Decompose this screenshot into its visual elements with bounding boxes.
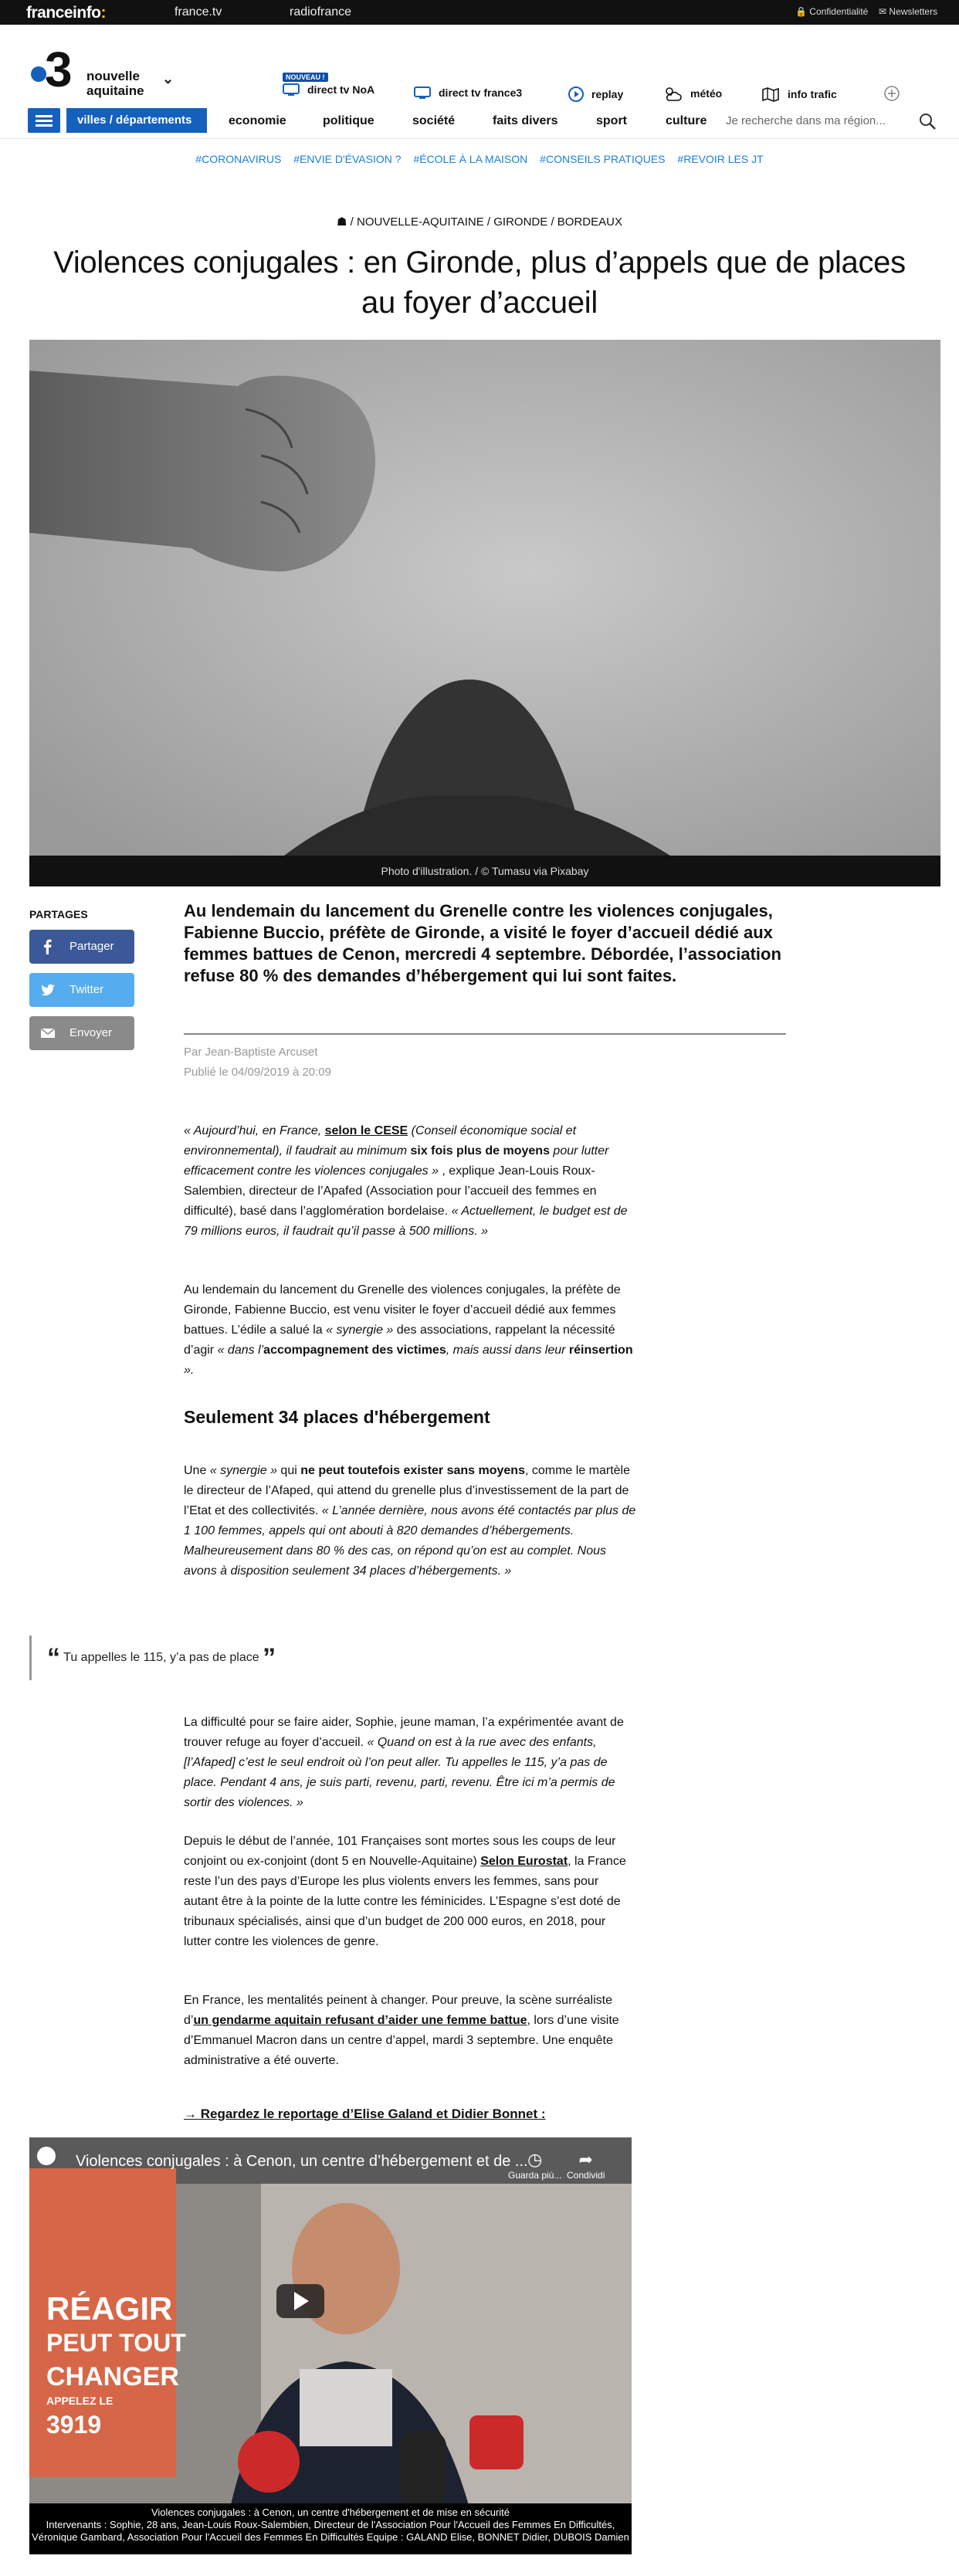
article-lead: Au lendemain du lancement du Grenelle contre les violences conjugales, Fabienne Buccio, préfète de Gironde, a visité le foyer d’accueil dédié aux femmes battues de Cenon, mercredi 4 septembre. Débordée, l’association refuse 80 % des demandes d’hébergement qui lui sont faites. — [184, 901, 781, 985]
p2-bold-2: réinsertion — [568, 1344, 633, 1357]
newsletters-label: Newsletters — [889, 6, 938, 17]
breadcrumb — [0, 215, 959, 229]
p2-italic-1: « synergie » — [326, 1324, 394, 1337]
p3-italic-2: « L’année dernière, nous avons été contactés par plus de 1 100 femmes, appels qui ont abouti à 820 demandes d’hébergements. Malheureusement dans 80 % des cas, on répond qu’on est au complet. Nous avons à disposition seulement 34 places d’hébergements. » — [184, 1504, 636, 1578]
hero-photo — [29, 340, 940, 856]
watch-later-label: Guarda più... — [508, 2170, 562, 2181]
menu-societe[interactable]: société — [412, 114, 456, 127]
tag-conseils-pratiques[interactable]: #CONSEILS PRATIQUES — [540, 153, 666, 165]
video-caption-line2: Intervenants : Sophie, 28 ans, Jean-Louis Roux-Salembien, Directeur de l'Association Pour l'Accueil des Femmes En Difficultés, Véronique Gambard, Association Pour l'Accueil des Femmes En Difficultés Equipe : GALAND Elise, BONNET Didier, DUBOIS Damien — [32, 2519, 629, 2543]
search-input[interactable]: Je recherche dans ma région... — [726, 114, 886, 127]
nav-info-trafic[interactable] — [761, 86, 837, 102]
nav-direct-france3[interactable] — [414, 86, 522, 99]
radiofrance-link[interactable]: radiofrance — [290, 5, 352, 19]
franceinfo-logo[interactable] — [26, 4, 106, 22]
photo-caption: Photo d'illustration. / © Tumasu via Pixabay — [29, 856, 940, 886]
tag-envie-evasion[interactable]: #ENVIE D'ÉVASION ? — [293, 153, 402, 165]
watch-later-button[interactable] — [508, 2150, 561, 2181]
p5-text-a: Depuis le début de l’année, 101 Françaises sont mortes sous les coups de leur conjoint ou ex-conjoint (dont 5 en Nouvelle-Aquitaine) — [184, 1835, 616, 1868]
breadcrumb-separator: / — [547, 215, 557, 229]
mail-icon: ✉ — [879, 6, 887, 17]
site-header — [0, 25, 959, 102]
close-quote-icon: ” — [263, 1643, 276, 1673]
share-arrow-icon: ➦ — [578, 2150, 593, 2169]
p1-quote-start: « Aujourd’hui, en France, — [184, 1124, 325, 1137]
p1-quote-2: « Actuellement, le budget est de 79 millions euros, il faudrait qu’il passe à 500 millions. » — [184, 1205, 628, 1238]
paragraph-5 — [184, 1832, 636, 1952]
p1-text: , explique Jean-Louis Roux-Salembien, directeur de l’Apafed (Association pour l’accueil des femmes en difficulté), basé dans l’agglomération bordelaise. — [184, 1164, 597, 1218]
nav-meteo-label: météo — [690, 87, 723, 100]
map-icon — [761, 86, 780, 102]
nav-direct-noa[interactable] — [283, 83, 374, 96]
p3-text-c: , comme le martèle le directeur de l’Afaped, qui attend du grenelle plus d’investissement de la part de l’Etat et des collectivités. — [184, 1464, 631, 1517]
home-icon[interactable]: ☗ — [337, 215, 347, 229]
cese-link[interactable]: selon le CESE — [324, 1124, 408, 1137]
hashtag-bar — [0, 153, 959, 165]
breadcrumb-item[interactable]: GIRONDE — [493, 215, 548, 229]
p5-text-b: , la France reste l’un des pays d’Europe les plus violents envers les femmes, sans pour autant être à la pointe de la lutte contre les féminicides. L’Espagne s’est doté de tribunaux spécialisés, ainsi que d’un budget de 200 000 euros, en 2018, pour lutter contre les violences de genre. — [184, 1855, 626, 1948]
section-heading: Seulement 34 places d'hébergement — [184, 1407, 490, 1427]
open-quote-icon: “ — [47, 1643, 60, 1673]
p3-text-b: qui — [276, 1464, 301, 1477]
twitter-share-label: Twitter — [69, 983, 104, 996]
share-heading: PARTAGES — [29, 908, 88, 920]
poster-line: CHANGER — [46, 2362, 179, 2391]
breadcrumb-separator: / — [483, 215, 494, 229]
publish-date: Publié le 04/09/2019 à 20:09 — [184, 1066, 331, 1079]
menu-faits-divers[interactable]: faits divers — [493, 114, 558, 127]
poster-line: APPELEZ LE — [46, 2395, 114, 2407]
poster-line: PEUT TOUT — [46, 2329, 186, 2357]
nav-direct-noa-label: direct tv NoA — [307, 83, 375, 96]
paragraph-6 — [184, 1991, 636, 2071]
video-caption — [29, 2503, 632, 2554]
plus-circle-icon[interactable] — [883, 85, 900, 102]
poster-text — [46, 2292, 186, 2442]
weather-icon — [662, 85, 683, 102]
article-title: Violences conjugales : en Gironde, plus d’appels que de places au foyer d’accueil — [53, 246, 906, 320]
paragraph-3 — [184, 1461, 636, 1581]
tag-revoir-jt[interactable]: #REVOIR LES JT — [677, 153, 764, 165]
p6-text-a: En France, les mentalités peinent à changer. Pour preuve, la scène surréaliste d’ — [184, 1994, 612, 2027]
p1-bold: six fois plus de moyens — [410, 1144, 550, 1158]
p1-quote-end: pour lutter efficacement contre les violences conjugales » — [184, 1144, 609, 1178]
facebook-icon — [40, 939, 56, 954]
brand-colon: : — [100, 4, 107, 22]
poster-line: RÉAGIR — [46, 2290, 173, 2327]
p2-bold-1: accompagnement des victimes — [263, 1344, 446, 1357]
p2-italic-4: ». — [184, 1364, 195, 1377]
nav-direct-france3-label: direct tv france3 — [439, 86, 523, 99]
new-badge: NOUVEAU ! — [283, 73, 328, 82]
video-share-button[interactable] — [567, 2150, 605, 2181]
breadcrumb-item[interactable]: NOUVELLE-AQUITAINE — [356, 215, 484, 229]
p4-quote: « Quand on est à la rue avec des enfants, [l’Afaped] c’est le seul endroit où l’on peut aller. Tu appelles le 115, y’a pas de place. Pendant 4 ans, je suis parti, revenu, parti, revenu. Être ici m’a permis de sortir des violences. » — [184, 1736, 615, 1809]
menu-economie[interactable]: economie — [229, 114, 286, 127]
facebook-share-button[interactable] — [29, 930, 134, 964]
p1-quote-mid: (Conseil économique social et environnemental), il faudrait au minimum — [184, 1124, 577, 1158]
hamburger-menu-button[interactable] — [28, 108, 60, 133]
p2-text-a: Au lendemain du lancement du Grenelle des violences conjugales, la préfète de Gironde, Fabienne Buccio, est venu visiter le foyer d’accueil dédié aux femmes battues. L’édile a salué la — [184, 1283, 621, 1337]
fist-woman-illustration — [29, 340, 940, 856]
nav-meteo[interactable] — [662, 85, 722, 102]
p2-italic-3: , mais aussi dans leur — [446, 1344, 569, 1357]
pull-quote — [29, 1635, 493, 1680]
region-line2: aquitaine — [86, 83, 144, 98]
paragraph-4 — [184, 1713, 636, 1813]
menu-bar — [0, 102, 959, 139]
p4-text: La difficulté pour se faire aider, Sophie, jeune maman, l’a expérimentée avant de trouver refuge au foyer d’accueil. — [184, 1716, 624, 1749]
divider — [184, 1033, 786, 1035]
eurostat-link[interactable]: Selon Eurostat — [480, 1855, 568, 1868]
chevron-down-icon[interactable]: ⌄ — [162, 71, 175, 86]
email-share-button[interactable] — [29, 1016, 134, 1050]
p6-text-b: , lors d’une visite d’Emmanuel Macron dans un centre d’appel, mardi 3 septembre. Une enquête administrative a été ouverte. — [184, 2014, 619, 2067]
menu-culture[interactable]: culture — [666, 114, 707, 127]
twitter-share-button[interactable] — [29, 973, 134, 1007]
breadcrumb-item[interactable]: BORDEAUX — [557, 215, 622, 229]
paragraph-1 — [184, 1121, 636, 1242]
video-caption-line1: Violences conjugales : à Cenon, un centre d'hébergement et de mise en sécurité — [151, 2507, 510, 2518]
region-name[interactable] — [86, 69, 144, 98]
video-share-label: Condividi — [567, 2170, 605, 2181]
author: Par Jean-Baptiste Arcuset — [184, 1046, 318, 1059]
nav-replay[interactable] — [568, 86, 623, 102]
video-player[interactable] — [29, 2137, 632, 2554]
p2-italic-2: « dans l’ — [217, 1344, 264, 1357]
nav-replay-label: replay — [591, 88, 624, 100]
search-icon[interactable] — [917, 111, 937, 131]
byline — [184, 1042, 331, 1083]
svg-text:3: 3 — [45, 43, 73, 93]
email-share-label: Envoyer — [69, 1026, 113, 1039]
poster-line: 3919 — [46, 2411, 102, 2439]
brand-text: franceinfo — [26, 4, 101, 22]
privacy-label: Confidentialité — [809, 6, 869, 17]
twitter-icon — [40, 982, 56, 998]
clock-icon: ◷ — [527, 2150, 543, 2169]
p2-text-b: des associations, rappelant la nécessité d’agir — [184, 1324, 615, 1357]
nav-info-trafic-label: info trafic — [788, 88, 837, 100]
gendarme-link[interactable]: un gendarme aquitain refusant d’aider une femme battue — [193, 2014, 527, 2027]
top-bar — [0, 0, 959, 25]
facebook-share-label: Partager — [69, 940, 114, 953]
francetv-link[interactable]: france.tv — [175, 5, 222, 19]
video-title[interactable]: Violences conjugales : à Cenon, un centre d’hébergement et de ... — [76, 2153, 528, 2170]
tv-icon — [283, 83, 300, 96]
france3-logo[interactable] — [29, 43, 79, 93]
villes-departements-button[interactable]: villes / départements — [66, 108, 207, 133]
p3-bold: ne peut toutefois exister sans moyens — [300, 1464, 525, 1477]
menu-politique[interactable]: politique — [323, 114, 374, 127]
p3-text-a: Une — [184, 1464, 210, 1477]
reportage-link[interactable]: → Regardez le reportage d’Elise Galand et Didier Bonnet : — [184, 2107, 546, 2121]
play-circle-icon — [568, 86, 584, 102]
pull-quote-text: Tu appelles le 115, y’a pas de place — [63, 1651, 259, 1665]
paragraph-2 — [184, 1280, 636, 1381]
tv-icon — [414, 86, 431, 99]
envelope-icon — [40, 1025, 56, 1041]
privacy-link[interactable] — [795, 6, 868, 17]
p3-italic-1: « synergie » — [209, 1464, 277, 1477]
lock-icon: 🔒 — [795, 6, 807, 17]
tag-ecole-maison[interactable]: #ÉCOLE À LA MAISON — [413, 153, 528, 165]
tag-coronavirus[interactable]: #CORONAVIRUS — [195, 153, 282, 165]
newsletters-link[interactable] — [879, 6, 937, 17]
region-line1: nouvelle — [86, 69, 140, 83]
menu-sport[interactable]: sport — [596, 114, 627, 127]
breadcrumb-separator: / — [347, 215, 357, 229]
